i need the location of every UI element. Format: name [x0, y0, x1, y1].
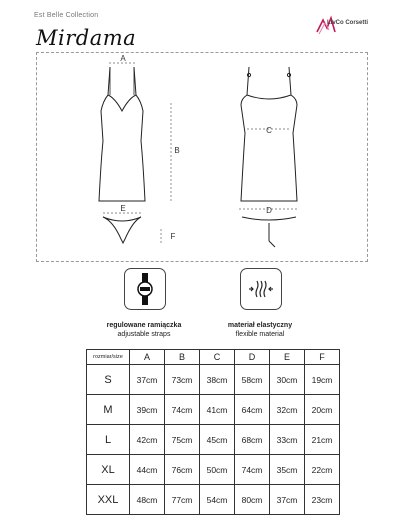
table-cell: 41cm: [200, 395, 235, 425]
measurement-diagram: [36, 52, 368, 262]
table-row: [87, 485, 340, 515]
table-cell: 75cm: [165, 425, 200, 455]
label-c: C: [266, 126, 272, 135]
table-cell: 45cm: [200, 425, 235, 455]
label-d: D: [266, 206, 272, 215]
feature-adjustable-straps: [124, 268, 166, 310]
column-header: B: [165, 350, 200, 365]
label-f: F: [170, 232, 176, 241]
size-label: M: [87, 395, 130, 425]
label-a: A: [120, 54, 126, 63]
column-header: D: [235, 350, 270, 365]
table-row: [87, 455, 340, 485]
thong-outline: [103, 217, 141, 243]
table-cell: 73cm: [165, 365, 200, 395]
feature-flexible-material: [240, 268, 282, 310]
table-cell: 42cm: [130, 425, 165, 455]
table-cell: 20cm: [305, 395, 340, 425]
table-cell: 21cm: [305, 425, 340, 455]
label-b: B: [174, 146, 180, 155]
table-cell: 19cm: [305, 365, 340, 395]
table-cell: 30cm: [270, 365, 305, 395]
size-table: [86, 349, 340, 515]
size-label: XXL: [87, 485, 130, 515]
column-header: A: [130, 350, 165, 365]
table-cell: 80cm: [235, 485, 270, 515]
column-header: F: [305, 350, 340, 365]
chemise-front-outline: [99, 67, 145, 201]
size-label: XL: [87, 455, 130, 485]
feature-label-straps: regulowane ramiączka adjustable straps: [106, 322, 182, 338]
brand-logo-icon: [313, 14, 373, 38]
table-row: [87, 365, 340, 395]
table-cell: 22cm: [305, 455, 340, 485]
label-e: E: [120, 204, 126, 213]
table-cell: 74cm: [165, 395, 200, 425]
brand-logo-text: LivCo Corsetti: [327, 20, 369, 26]
product-title: Mirdama: [36, 26, 137, 50]
feature-label-material: materiał elastyczny flexible material: [227, 322, 293, 338]
column-header: C: [200, 350, 235, 365]
collection-name: Est Belle Collection: [34, 12, 99, 19]
table-cell: 58cm: [235, 365, 270, 395]
back-thong-outline: [242, 217, 296, 247]
table-cell: 35cm: [270, 455, 305, 485]
elastic-material-icon: [241, 269, 281, 309]
table-cell: 37cm: [270, 485, 305, 515]
size-label: L: [87, 425, 130, 455]
size-corner-header: rozmiar/size: [87, 350, 130, 365]
table-cell: 48cm: [130, 485, 165, 515]
garment-sketch: [37, 53, 367, 261]
table-cell: 54cm: [200, 485, 235, 515]
table-cell: 64cm: [235, 395, 270, 425]
table-cell: 50cm: [200, 455, 235, 485]
table-cell: 76cm: [165, 455, 200, 485]
size-label: S: [87, 365, 130, 395]
table-cell: 44cm: [130, 455, 165, 485]
table-cell: 77cm: [165, 485, 200, 515]
table-cell: 74cm: [235, 455, 270, 485]
table-cell: 33cm: [270, 425, 305, 455]
column-header: E: [270, 350, 305, 365]
table-row: [87, 395, 340, 425]
table-cell: 32cm: [270, 395, 305, 425]
table-cell: 37cm: [130, 365, 165, 395]
table-header-row: [87, 350, 340, 365]
table-cell: 39cm: [130, 395, 165, 425]
table-cell: 68cm: [235, 425, 270, 455]
table-cell: 38cm: [200, 365, 235, 395]
adjustable-strap-icon: [125, 269, 165, 309]
table-cell: 23cm: [305, 485, 340, 515]
table-row: [87, 425, 340, 455]
